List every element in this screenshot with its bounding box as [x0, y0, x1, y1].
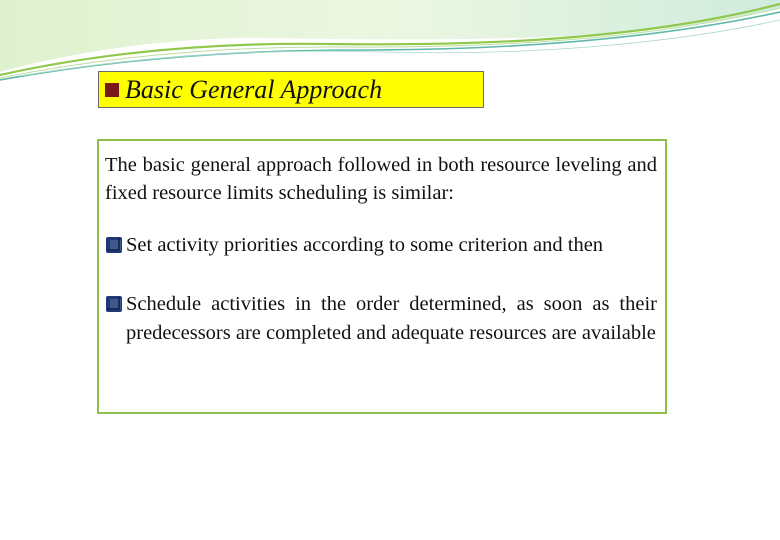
bullet-text: Schedule activities in the order determined, as soon as their predecessors are completed and adequate resources are available — [126, 293, 657, 344]
checkbox-bullet-icon — [105, 236, 123, 254]
intro-paragraph: The basic general approach followed in both resource leveling and fixed resource limits scheduling is similar: — [105, 154, 657, 204]
content-box — [97, 139, 667, 414]
bullet-item — [105, 290, 657, 348]
slide-title-box — [98, 71, 484, 108]
checkbox-bullet-icon — [105, 295, 123, 313]
square-bullet-icon — [105, 83, 119, 97]
bullet-item — [105, 231, 657, 260]
slide-title: Basic General Approach — [125, 74, 383, 104]
bullet-text: Set activity priorities according to some criterion and then — [126, 234, 604, 256]
